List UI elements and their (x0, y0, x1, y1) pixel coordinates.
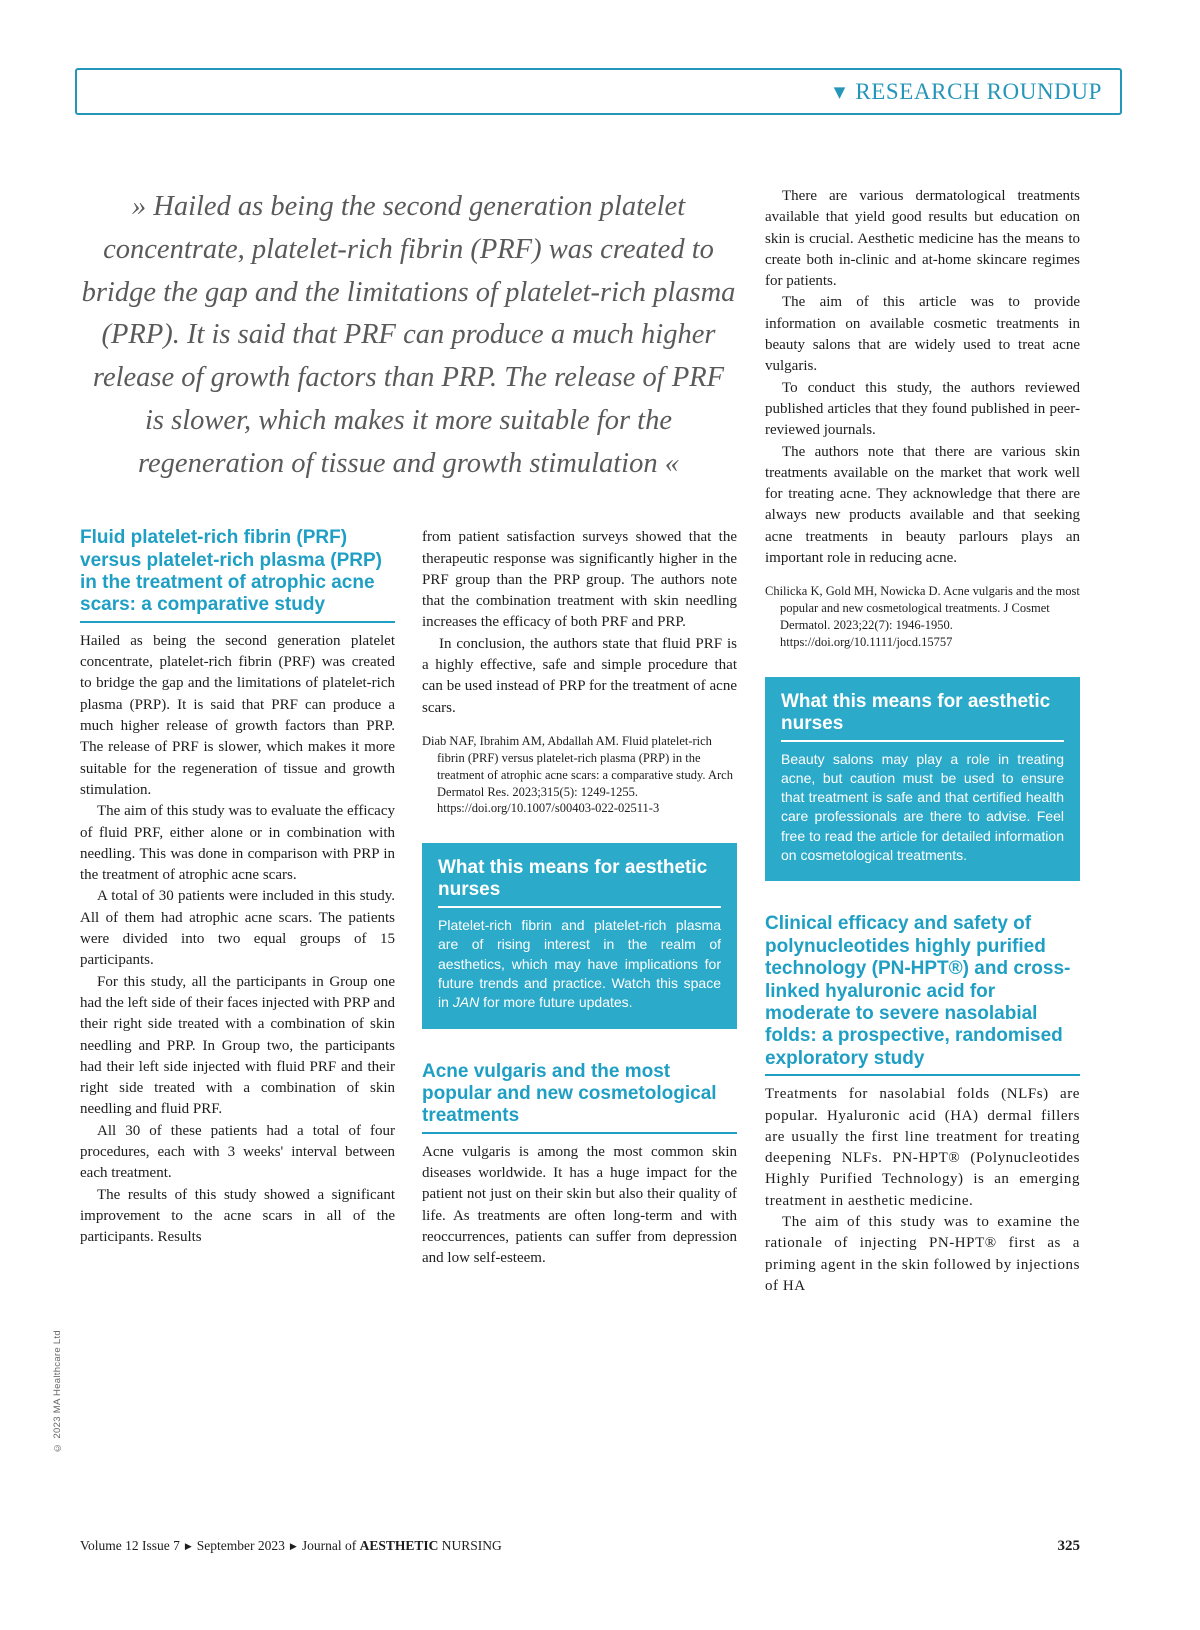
paragraph: Treatments for nasolabial folds (NLFs) are popular. Hyaluronic acid (HA) dermal fillers are usually the first line treatment for treating deepening NLFs. PN-HPT® (Polynucleotides Highly Purified Technology) is an emerging treatment in aesthetic medicine. (765, 1086, 1080, 1209)
footer-volume: Volume 12 Issue 7 (80, 1538, 180, 1553)
pull-quote (80, 186, 737, 485)
page-title: RESEARCH ROUNDUP (855, 78, 1102, 104)
paragraph: The results of this study showed a significant improvement to the acne scars in all of the participants. Results (80, 1186, 395, 1246)
paragraph: All 30 of these patients had a total of four procedures, each with 3 weeks' interval between each treatment. (80, 1122, 395, 1182)
right-triangle-icon: ▶ (289, 1542, 297, 1552)
info-box-body (438, 916, 721, 1013)
paragraph: Acne vulgaris is among the most common skin diseases worldwide. It has a huge impact for the patient not just on their skin but also their quality of life. As treatments are often long-term and with reoccurrences, patients can suffer from depression and low self-esteem. (422, 1143, 737, 1267)
paragraph: In conclusion, the authors state that fluid PRF is a highly effective, safe and simple procedure that can be used instead of PRP for the treatment of acne scars. (422, 635, 737, 716)
column-3 (765, 186, 1080, 1297)
article2-citation: Chilicka K, Gold MH, Nowicka D. Acne vulgaris and the most popular and new cosmetological treatments. J Cosmet Dermatol. 2023;22(7): 1946-1950. https://doi.org/10.1111/jocd.15757 (765, 584, 1080, 649)
header-banner (75, 68, 1122, 115)
info-box-aesthetic-nurses-1 (422, 843, 737, 1028)
footer-journal-info (80, 1538, 502, 1554)
paragraph: There are various dermatological treatments available that yield good results but education on skin is crucial. Aesthetic medicine has the means to create both in-clinic and at-home skincare regimes for patients. (765, 188, 1080, 290)
info-box-heading: What this means for aesthetic nurses (781, 691, 1064, 742)
quote-close-mark: « (657, 447, 679, 479)
paragraph: The aim of this article was to provide information on available cosmetic treatments in beauty salons that are widely used to treat acne vulgaris. (765, 294, 1080, 375)
paragraph: The aim of this study was to examine the rationale of injecting PN-HPT® first as a priming agent in the skin followed by injections of HA (765, 1214, 1080, 1294)
journal-abbrev: JAN (452, 994, 480, 1011)
article2-heading: Acne vulgaris and the most popular and new cosmetological treatments (422, 1061, 737, 1134)
paragraph: The aim of this study was to evaluate the efficacy of fluid PRF, either alone or in combination with needling. This was done in comparison with PRP in the treatment of atrophic acne scars. (80, 803, 395, 884)
pull-quote-text: Hailed as being the second generation platelet concentrate, platelet-rich fibrin (PRF) was created to bridge the gap and the limitations of platelet-rich plasma (PRP). It is said that PRF can produce a much higher release of growth factors than PRP. The release of PRF is slower, which makes it more suitable for the regeneration of tissue and growth stimulation (81, 191, 736, 479)
page-number: 325 (1057, 1538, 1080, 1554)
footer-journal-name: Journal of (301, 1538, 360, 1553)
copyright-notice: © 2023 MA Healthcare Ltd (52, 1330, 63, 1453)
column-2 (422, 527, 737, 1269)
column-1 (80, 527, 395, 1269)
quote-open-mark: » (131, 191, 154, 222)
content-columns (80, 186, 1080, 1297)
article1-citation: Diab NAF, Ibrahim AM, Abdallah AM. Fluid platelet-rich fibrin (PRF) versus platelet-rich plasma (PRP) in the treatment of atrophic acne scars: a comparative study. Arch Dermatol Res. 2023;315(5): 1249-1255. https://doi.org/10.1007/s00403-022-02511-3 (422, 733, 733, 816)
paragraph: from patient satisfaction surveys showed that the therapeutic response was significantly higher in the PRF group than the PRP group. The authors note that the combination treatment with skin needling increases the efficacy of both PRF and PRP. (422, 529, 737, 631)
footer-journal-name-bold: AESTHETIC (359, 1538, 439, 1553)
left-section (80, 186, 737, 1297)
info-box-body: Beauty salons may play a role in treating acne, but caution must be used to ensure that treatment is safe and that certified health care professionals are there to advise. Feel free to read the article for detailed information on cosmetological treatments. (781, 750, 1064, 864)
two-column-body (80, 527, 737, 1269)
article1-heading: Fluid platelet-rich fibrin (PRF) versus platelet-rich plasma (PRP) in the treatment of atrophic acne scars: a comparative study (80, 527, 395, 623)
footer (80, 1538, 1080, 1555)
info-box-heading: What this means for aesthetic nurses (438, 857, 721, 908)
right-triangle-icon: ▶ (184, 1542, 192, 1552)
paragraph: Hailed as being the second generation platelet concentrate, platelet-rich fibrin (PRF) was created to bridge the gap and the limitations of platelet-rich plasma (PRP). It is said that PRF can produce a much higher release of growth factors than PRP. The release of PRF is slower, which makes it more suitable for the regeneration of tissue and growth stimulation. (80, 632, 395, 798)
footer-journal-name-rest: NURSING (438, 1538, 502, 1553)
box-text: for more future updates. (479, 994, 633, 1011)
down-triangle-icon: ▼ (833, 82, 846, 101)
paragraph: For this study, all the participants in Group one had the left side of their faces injected with PRP and their right side treated with a combination of skin needling and PRP. In Group two, the participants had their left side injected with fluid PRF and their right side treated with a combination of skin needling and fluid PRF. (80, 973, 395, 1118)
paragraph: To conduct this study, the authors reviewed published articles that they found published in peer-reviewed journals. (765, 379, 1080, 439)
article3-heading: Clinical efficacy and safety of polynucleotides highly purified technology (PN-HPT®) and cross-linked hyaluronic acid for moderate to severe nasolabial folds: a prospective, randomised exploratory study (765, 913, 1080, 1076)
info-box-aesthetic-nurses-2 (765, 677, 1080, 882)
footer-date: September 2023 (196, 1538, 285, 1553)
paragraph: The authors note that there are various skin treatments available on the market that work well for treating acne. They acknowledge that there are always new products available and that seeking acne treatments in beauty parlours plays an important role in reducing acne. (765, 443, 1080, 567)
paragraph: A total of 30 patients were included in this study. All of them had atrophic acne scars. The patients were divided into two equal groups of 15 participants. (80, 888, 395, 969)
box-text: Platelet-rich fibrin and platelet-rich plasma are of rising interest in the realm of aesthetics, which may have implications for future trends and practice. Watch this space in (438, 916, 721, 1011)
